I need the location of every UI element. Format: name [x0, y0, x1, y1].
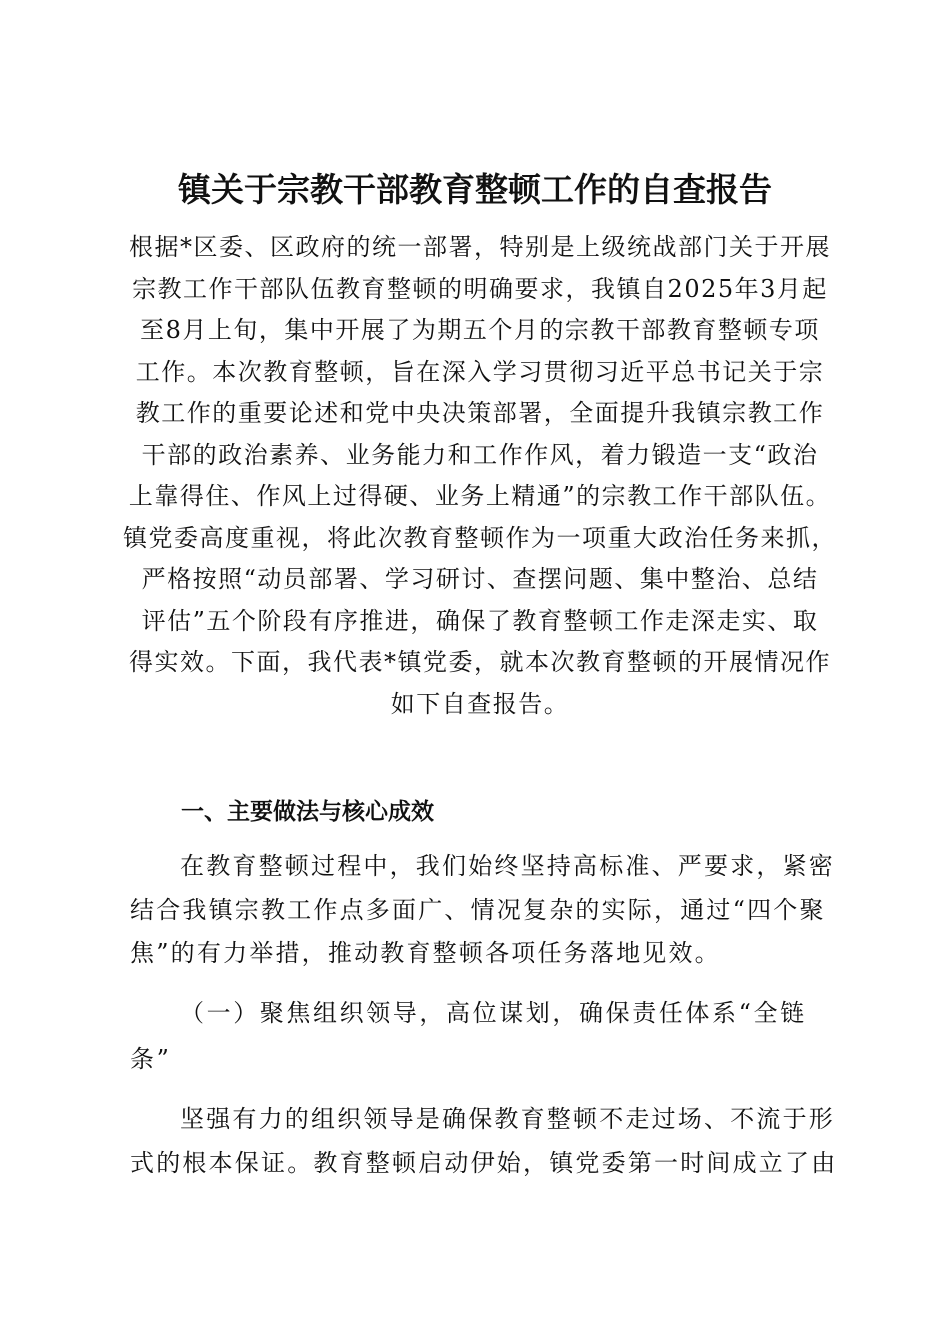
intro-line: 至8月上旬，集中开展了为期五个月的宗教干部教育整顿专项 — [140, 316, 820, 344]
paragraph-line: 焦”的有力举措，推动教育整顿各项任务落地见效。 — [130, 939, 721, 967]
intro-paragraph — [110, 227, 850, 725]
intro-line: 宗教工作干部队伍教育整顿的明确要求，我镇自2025年3月起 — [132, 274, 828, 303]
subsection-heading-line: 条” — [130, 1045, 172, 1073]
paragraph-line: 式的根本保证。教育整顿启动伊始，镇党委第一时间成立了由 — [130, 1148, 838, 1177]
subsection-heading — [130, 990, 830, 1082]
section-heading: 一、主要做法与核心成效 — [181, 799, 434, 825]
intro-line: 得实效。下面，我代表*镇党委，就本次教育整顿的开展情况作 — [129, 648, 831, 676]
intro-line: 干部的政治素养、业务能力和工作作风，着力锻造一支“政治 — [141, 440, 819, 469]
intro-line: 如下自查报告。 — [390, 689, 570, 718]
body-paragraph — [130, 1098, 838, 1185]
paragraph-line: 结合我镇宗教工作点多面广、情况复杂的实际，通过“四个聚 — [130, 895, 826, 924]
intro-line: 根据*区委、区政府的统一部署，特别是上级统战部门关于开展 — [129, 233, 831, 261]
intro-line: 严格按照“动员部署、学习研讨、查摆问题、集中整治、总结 — [141, 565, 819, 593]
intro-line: 工作。本次教育整顿，旨在深入学习贯彻习近平总书记关于宗 — [135, 357, 825, 386]
intro-line: 上靠得住、作风上过得硬、业务上精通”的宗教工作干部队伍。 — [128, 482, 832, 510]
document-title: 镇关于宗教干部教育整顿工作的自查报告 — [178, 170, 772, 209]
paragraph-line: 在教育整顿过程中，我们始终坚持高标准、严要求，紧密 — [180, 852, 835, 880]
paragraph-line: 坚强有力的组织领导是确保教育整顿不走过场、不流于形 — [180, 1105, 835, 1133]
intro-line: 评估”五个阶段有序推进，确保了教育整顿工作走深走实、取 — [141, 606, 819, 635]
intro-line: 镇党委高度重视，将此次教育整顿作为一项重大政治任务来抓， — [123, 523, 837, 552]
body-paragraph — [130, 845, 835, 976]
intro-line: 教工作的重要论述和党中央决策部署，全面提升我镇宗教工作 — [135, 399, 825, 427]
subsection-heading-line: （一）聚焦组织领导，高位谋划，确保责任体系“全链 — [180, 999, 807, 1027]
